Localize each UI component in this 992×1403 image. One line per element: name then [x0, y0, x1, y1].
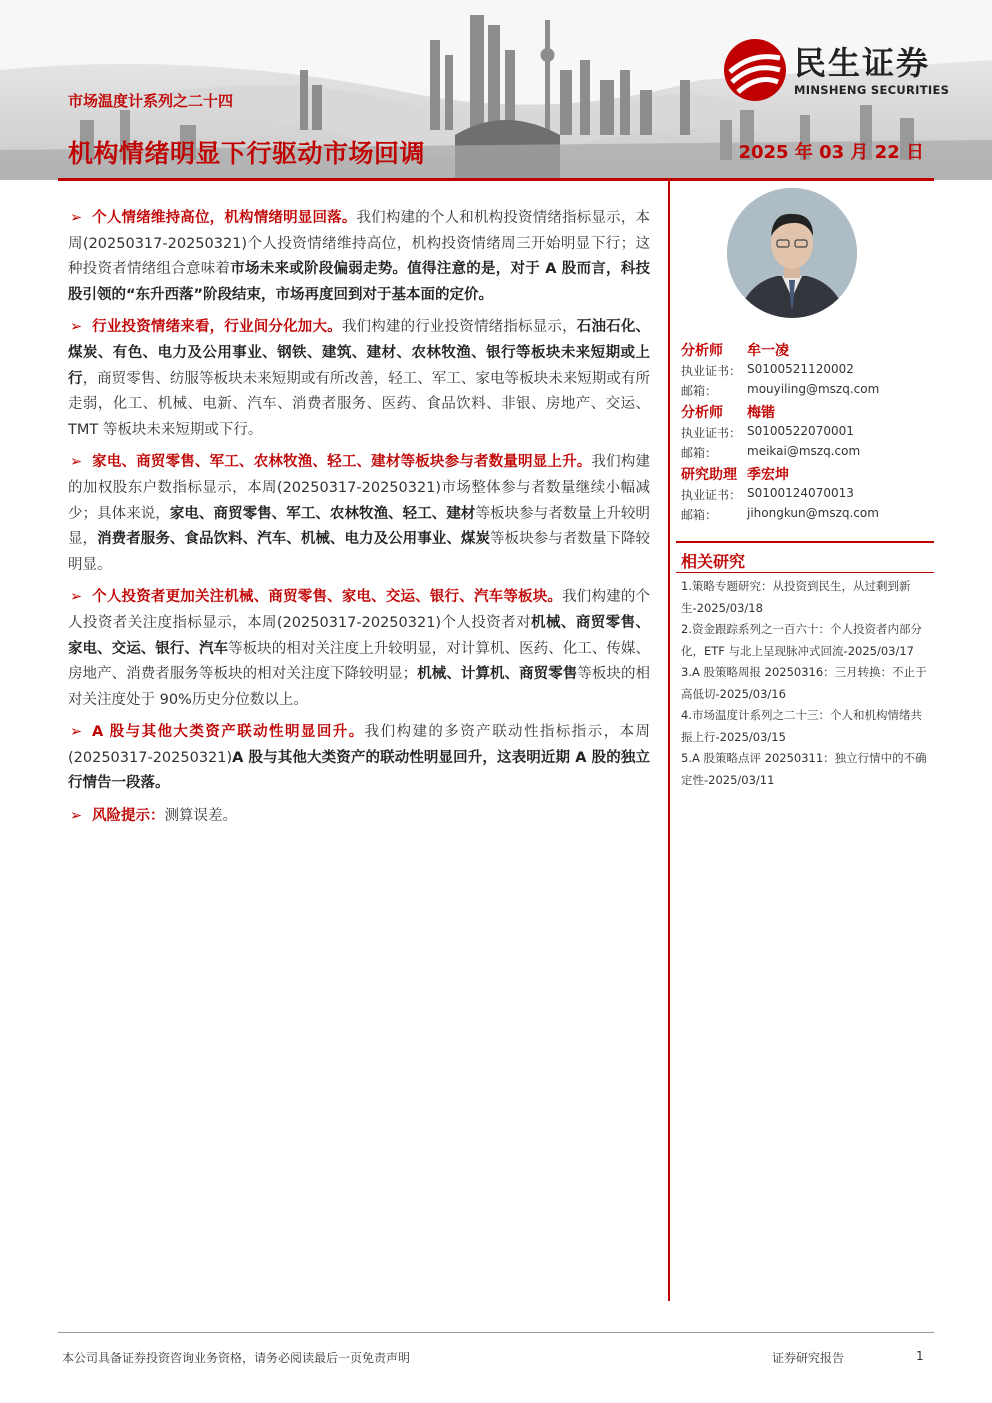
analyst-name-row: [681, 340, 931, 362]
related-divider: [676, 572, 934, 573]
paragraph-heading: 风险提示：: [92, 808, 165, 825]
bullet-arrow-icon: ➢: [70, 454, 83, 471]
analyst-field-value: 梅锴: [747, 405, 775, 421]
bullet-arrow-icon: ➢: [70, 808, 83, 825]
paragraph-text: 我们构建的行业投资情绪指标显示，: [341, 319, 577, 336]
minsheng-emblem-icon: [722, 38, 788, 102]
paragraph-text: 等板块的相对关注度上升较明显，对计算机、医药、化工、传媒、房地产、消费者服务等板块的相对关注度下降较明显；: [68, 640, 651, 683]
analyst-portrait-image: [727, 188, 857, 318]
related-research-item[interactable]: 4.市场温度计系列之二十三：个人和机构情绪共振上行-2025/03/15: [681, 708, 922, 744]
page-number: 1: [916, 1349, 924, 1363]
logo-text-cn: 民生证券: [794, 44, 931, 82]
analyst-photo: [727, 188, 857, 318]
analyst-field-label: 邮箱：: [681, 384, 718, 398]
related-divider-top: [676, 541, 934, 543]
analyst-cert-row: [681, 362, 931, 382]
column-divider: [668, 181, 670, 1301]
footer-divider: [58, 1332, 934, 1333]
analyst-cert-row: [681, 424, 931, 444]
bullet-arrow-icon: ➢: [70, 589, 83, 606]
summary-paragraph: [68, 720, 650, 797]
analyst-name-row: [681, 402, 931, 424]
report-date: 2025 年 03 月 22 日: [738, 142, 924, 163]
analyst-field-value: S0100521120002: [747, 362, 854, 376]
analyst-list: [681, 340, 931, 526]
analyst-field-value: 季宏坤: [747, 467, 789, 483]
summary-paragraph: [68, 315, 650, 443]
paragraph-heading: 个人投资者更加关注机械、商贸零售、家电、交运、银行、汽车等板块。: [92, 589, 563, 606]
paragraph-text: 我们构建的个人和机构投资情绪指标显示，本周(20250317-20250321)个人投资情绪维持高位，机构投资情绪周三开始明显下行；这种投资者情绪组合意味着: [68, 210, 650, 278]
analyst-field-label: 执业证书：: [681, 488, 742, 502]
analyst-field-label: 邮箱：: [681, 508, 718, 522]
related-research-item[interactable]: 1.策略专题研究：从投资到民生，从过剩到新生-2025/03/18: [681, 579, 911, 615]
analyst-field-value: 牟一凌: [747, 343, 789, 359]
paragraph-heading: 个人情绪维持高位，机构情绪明显回落。: [92, 210, 357, 226]
analyst-field-label: 执业证书：: [681, 426, 742, 440]
bold-text: A 股与其他大类资产的联动性明显回升，这表明近期 A 股的独立行情告一段落。: [68, 749, 650, 792]
bold-text: 消费者服务、食品饮料、汽车、机械、电力及公用事业、煤炭: [97, 531, 490, 548]
analyst-email-row: [681, 382, 931, 402]
analyst-field-label: 邮箱：: [681, 446, 718, 460]
paragraph-text: 测算误差。: [164, 808, 237, 825]
page-title: 机构情绪明显下行驱动市场回调: [68, 139, 426, 168]
analyst-field-value[interactable]: meikai@mszq.com: [747, 444, 861, 458]
paragraph-heading: A 股与其他大类资产联动性明显回升。: [92, 724, 365, 741]
bold-text: 市场未来或阶段偏弱走势。值得注意的是，对于 A 股而言，科技股引领的“东升西落”阶段结束，市场再度回到对于基本面的定价。: [68, 261, 650, 303]
related-research-item[interactable]: 3.A 股策略周报 20250316：三月转换：不止于高低切-2025/03/16: [681, 665, 927, 701]
footer-doc-type: 证券研究报告: [772, 1351, 845, 1365]
analyst-field-label: 分析师: [681, 405, 723, 421]
paragraph-text: ，商贸零售、纺服等板块未来短期或有所改善，轻工、军工、家电等板块未来短期或有所走弱，化工、机械、电新、汽车、消费者服务、医药、食品饮料、非银、房地产、交运、TMT 等板块未来短期或下行。: [68, 370, 651, 438]
analyst-field-value: S0100522070001: [747, 424, 854, 438]
summary-paragraph: [68, 450, 650, 578]
analyst-field-label: 执业证书：: [681, 364, 742, 378]
analyst-email-row: [681, 506, 931, 526]
bold-text: 机械、商贸零售、家电、交运、银行、汽车: [68, 614, 651, 657]
header-banner: [0, 0, 992, 180]
related-title: 相关研究: [681, 552, 746, 571]
analyst-field-label: 分析师: [681, 343, 723, 359]
logo-text-en: MINSHENG SECURITIES: [794, 83, 950, 97]
analyst-name-row: [681, 464, 931, 486]
related-list: [681, 576, 929, 791]
summary-paragraph: [68, 804, 650, 830]
bold-text: 机械、计算机、商贸零售: [417, 666, 578, 683]
summary-paragraph: [68, 206, 650, 308]
analyst-field-value: S0100124070013: [747, 486, 854, 500]
footer-disclaimer: 本公司具备证券投资咨询业务资格，请务必阅读最后一页免责声明: [62, 1351, 411, 1365]
bullet-arrow-icon: ➢: [70, 210, 83, 226]
paragraph-text: 我们构建的多资产联动性指标指示，本周(20250317-20250321): [68, 724, 650, 766]
summary-paragraph: [68, 585, 650, 713]
bullet-arrow-icon: ➢: [70, 724, 83, 741]
header-divider: [58, 178, 934, 181]
related-research-item[interactable]: 5.A 股策略点评 20250311：独立行情中的不确定性-2025/03/11: [681, 751, 927, 787]
paragraph-heading: 家电、商贸零售、军工、农林牧渔、轻工、建材等板块参与者数量明显上升。: [92, 454, 592, 471]
bold-text: 家电、商贸零售、军工、农林牧渔、轻工、建材: [169, 505, 476, 522]
paragraph-text: 等板块参与者数量上升较明显，: [68, 505, 651, 548]
analyst-field-label: 研究助理: [681, 467, 737, 483]
bold-text: 石油石化、煤炭、有色、电力及公用事业、钢铁、建筑、建材、农林牧渔、银行等板块未来短期或上行: [68, 319, 651, 387]
analyst-field-value[interactable]: jihongkun@mszq.com: [747, 506, 879, 520]
paragraph-heading: 行业投资情绪来看，行业间分化加大。: [92, 319, 342, 336]
analyst-email-row: [681, 444, 931, 464]
summary-body: [68, 206, 650, 837]
paragraph-text: 我们构建的加权股东户数指标显示，本周(20250317-20250321)市场整体参与者数量继续小幅减少；具体来说，: [68, 454, 651, 522]
paragraph-text: 等板块参与者数量下降较明显。: [68, 531, 651, 573]
analyst-field-value[interactable]: mouyiling@mszq.com: [747, 382, 880, 396]
bullet-arrow-icon: ➢: [70, 319, 83, 336]
related-research-item[interactable]: 2.资金跟踪系列之一百六十：个人投资者内部分化，ETF 与北上呈现脉冲式回流-2025/03/17: [681, 622, 922, 658]
paragraph-text: 我们构建的个人投资者关注度指标显示，本周(20250317-20250321)个人投资者对: [68, 589, 650, 631]
minsheng-logo: [722, 38, 962, 102]
analyst-cert-row: [681, 486, 931, 506]
paragraph-text: 等板块的相对关注度处于 90%历史分位数以上。: [68, 666, 651, 708]
series-label: 市场温度计系列之二十四: [68, 92, 234, 110]
